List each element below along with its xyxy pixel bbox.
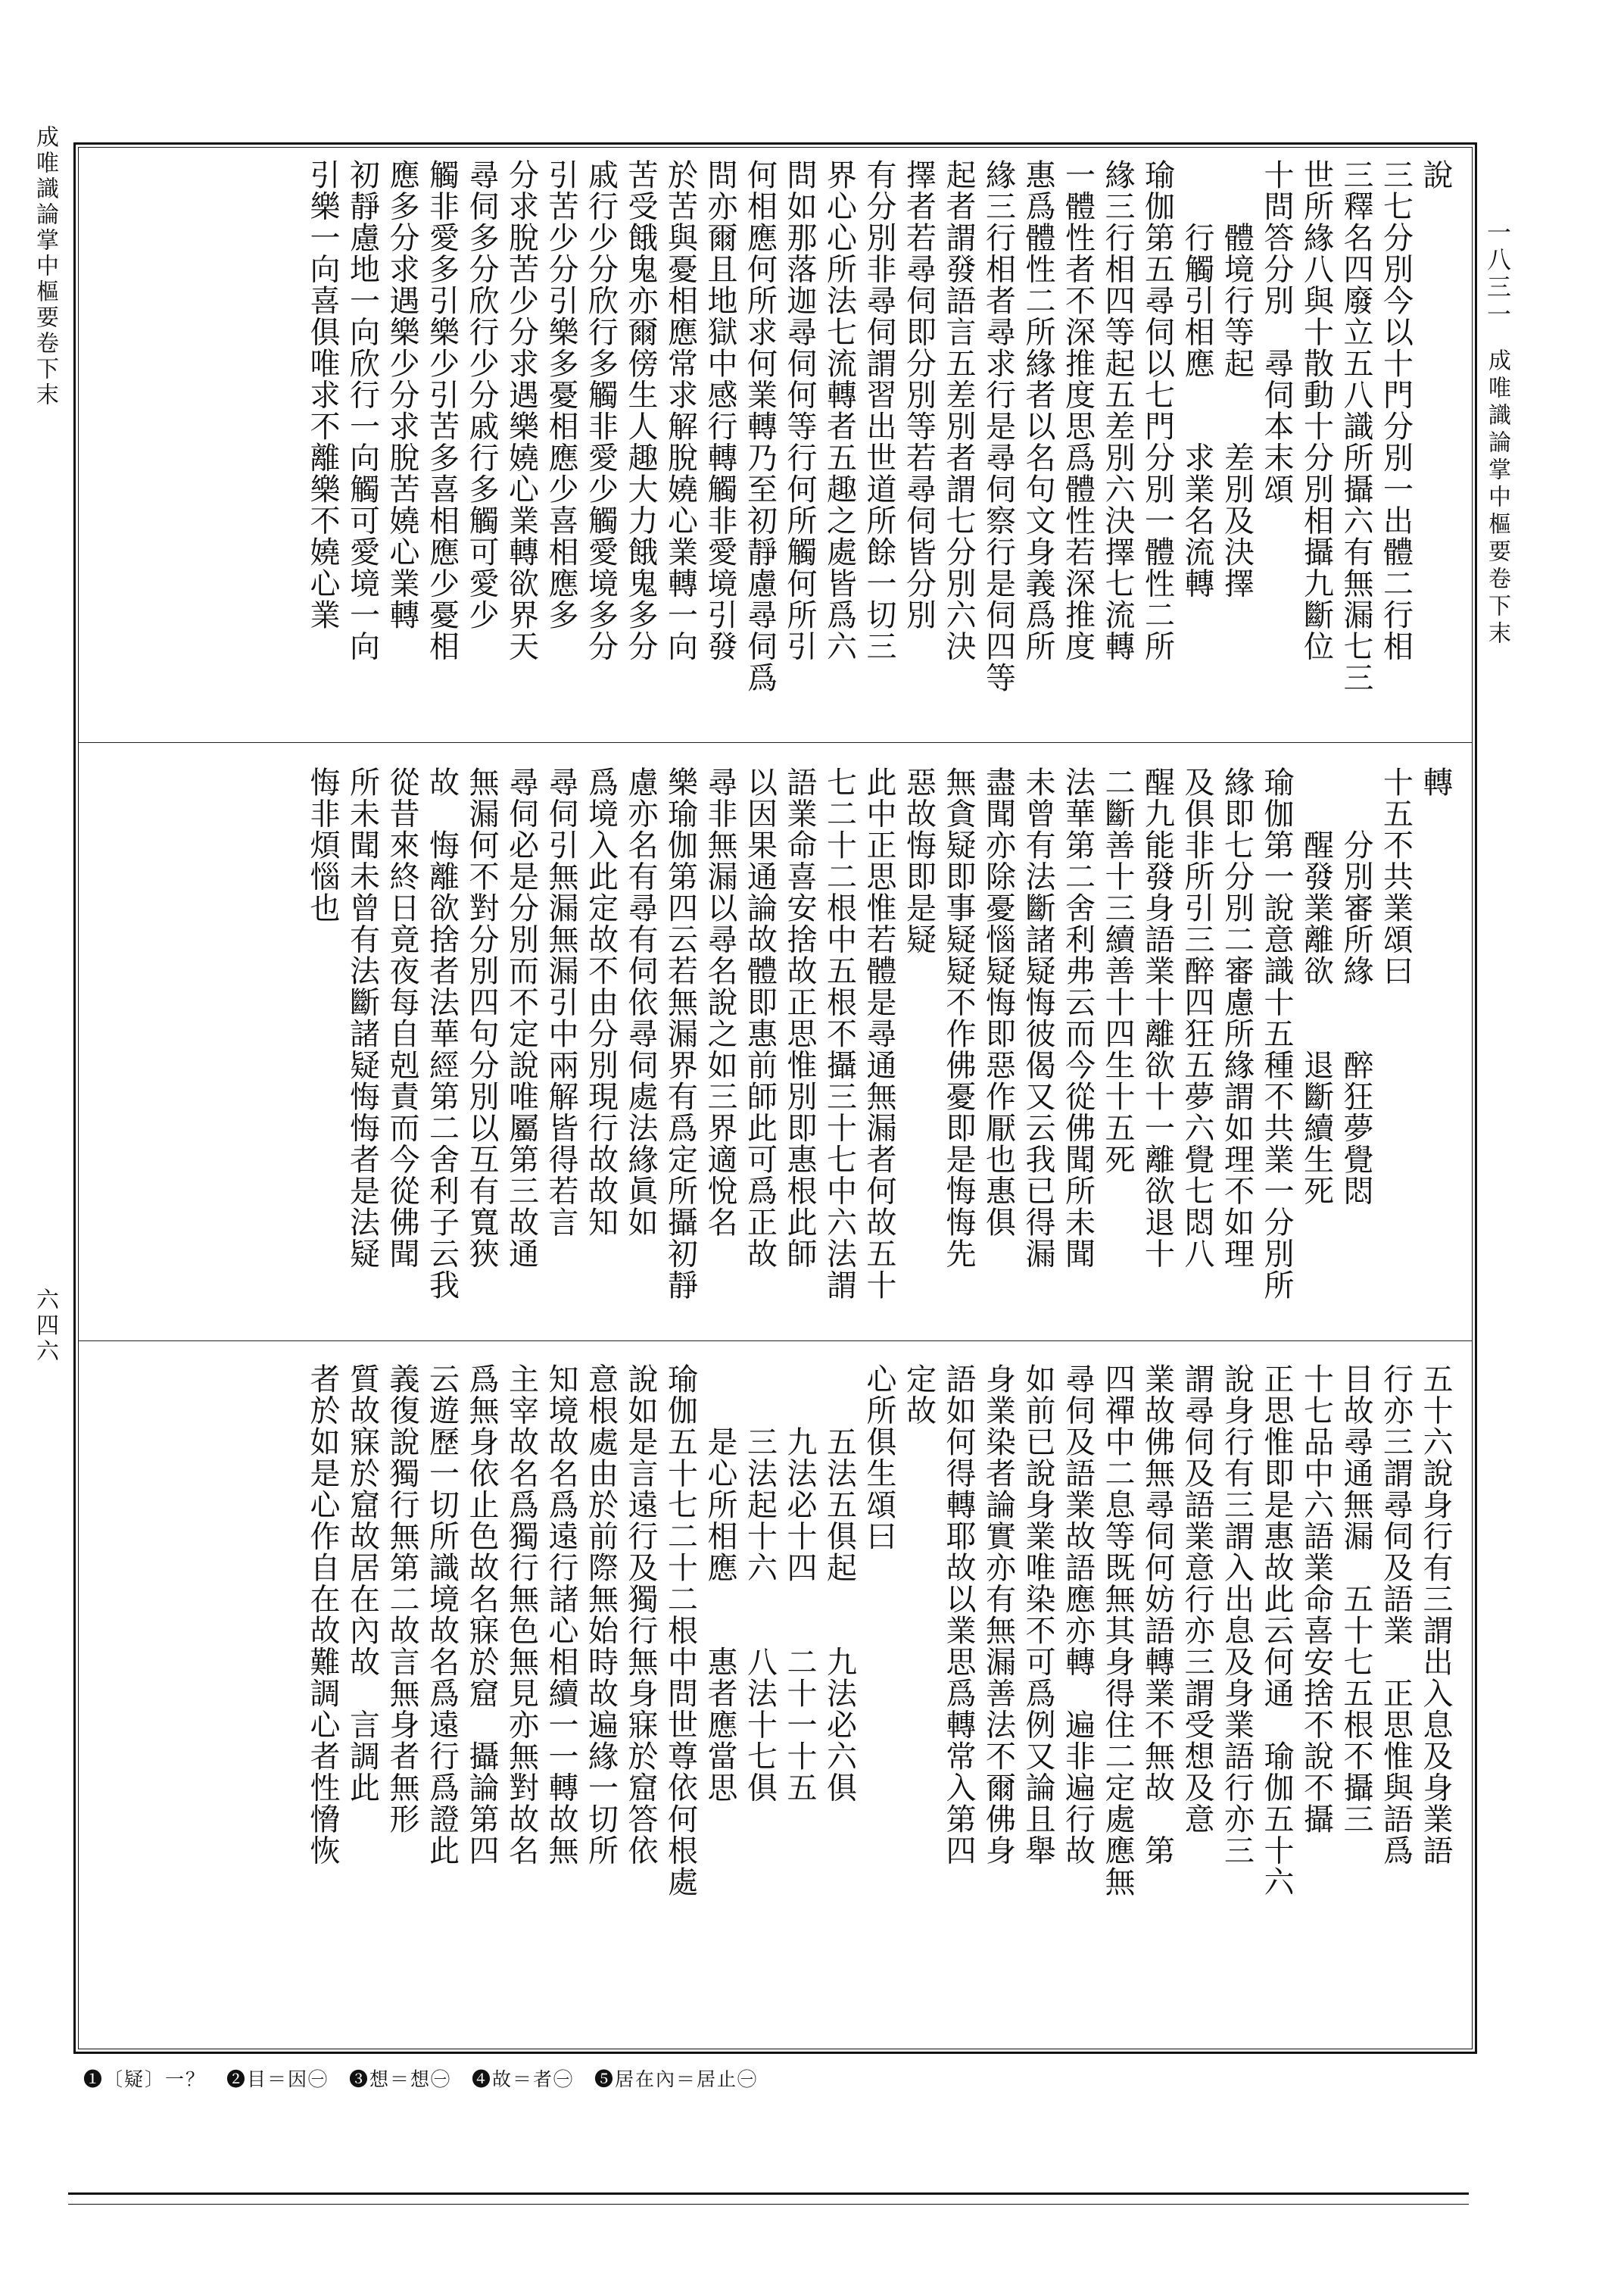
- text-column: 行亦三謂尋伺及語業 正思惟與語爲: [1378, 1363, 1414, 1866]
- footnotes: ❶〔疑〕一？ ❷目＝因㊀ ❸想＝想㊀ ❹故＝者㊀ ❺居在內＝居止㊀: [83, 2068, 759, 2090]
- text-column: 悔非煩惱也: [305, 766, 340, 924]
- text-column: 惡故悔即是疑: [901, 766, 937, 955]
- running-head: 成唯識論掌中樞要卷下末: [32, 125, 58, 408]
- text-column: 慮亦名有尋有伺依尋伺處法緣眞如: [623, 766, 658, 1238]
- text-column: 者於如是心作自在故難調心者性愶恢: [305, 1363, 340, 1866]
- text-column: 苦受餓鬼亦爾傍生人趣大力餓鬼多分: [623, 159, 658, 662]
- text-column: 爲境入此定故不由分別現行故故知: [583, 766, 619, 1238]
- text-column: 戚行少分欣行多觸非愛少觸愛境多分: [583, 159, 619, 662]
- text-column: 七二十二根中五根不攝三十七中六法謂: [821, 766, 857, 1301]
- text-column: 分求脫苦少分求遇樂嬈心業轉欲界天: [503, 159, 539, 662]
- text-band-lower: [92, 1363, 1455, 1999]
- text-column: 引苦少分引樂多憂相應少喜相應多: [544, 159, 578, 631]
- text-column: 三釋名四廢立五八識所攝六有無漏七三: [1339, 159, 1373, 694]
- text-column: 尋伺引無漏無漏引中兩解皆得若言: [544, 766, 578, 1238]
- text-column: 醒發業離欲 退斷續生死: [1298, 766, 1334, 1206]
- text-column: 是心所相應 惠者應當思: [703, 1363, 737, 1803]
- text-column: 十問答分別 尋伺本末頌: [1259, 159, 1294, 505]
- text-column: 尋伺必是分別而不定說唯屬第三故通: [503, 766, 539, 1269]
- text-column: 問如那落迦尋伺何等行何所觸何所引: [782, 159, 817, 662]
- text-column: 五法五俱起 九法必六俱: [821, 1363, 857, 1803]
- text-column: 質故寐於窟故居在內故 言調此: [344, 1363, 380, 1803]
- text-column: 說: [1418, 159, 1453, 191]
- volume-page-number: 一八三一: [1483, 220, 1512, 329]
- page-number: 六四六: [32, 1287, 58, 1365]
- text-column: 尋伺多分欣行少分戚行多觸可愛少: [464, 159, 499, 631]
- text-column: 所未聞未曾有法斷諸疑悔悔者是法疑: [344, 766, 380, 1269]
- text-column: 四禪中二息等既無其身得住二定處應無: [1100, 1363, 1135, 1898]
- text-column: 緣三行相者尋求行是尋伺察行是伺四等: [980, 159, 1016, 694]
- text-column: 定故: [901, 1363, 937, 1426]
- text-column: 語如何得轉耶故以業思爲轉常入第四: [941, 1363, 976, 1866]
- text-column: 九法必十四 二十一十五: [782, 1363, 817, 1803]
- text-column: 盡聞亦除憂惱疑悔即惡作厭也惠俱: [980, 766, 1016, 1238]
- text-column: 緣三行相四等起五差別六決擇七流轉: [1100, 159, 1135, 662]
- text-band-upper: [92, 159, 1455, 727]
- text-column: 引樂一向喜俱唯求不離樂不嬈心業: [305, 159, 340, 631]
- text-column: 三法起十六 八法十七俱: [742, 1363, 778, 1803]
- text-column: 及俱非所引三醉四狂五夢六覺七悶八: [1180, 766, 1214, 1269]
- text-column: 一體性者不深推度思爲體性若深推度: [1060, 159, 1096, 662]
- text-column: 瑜伽第一說意識十五種不共業一分別所: [1259, 766, 1294, 1301]
- book-title: 成唯識論掌中樞要卷下末: [1484, 348, 1510, 648]
- text-column: 說如是言遠行及獨行無身寐於窟答依: [623, 1363, 658, 1866]
- text-column: 觸非愛多引樂少引苦多喜相應少憂相: [424, 159, 460, 662]
- text-column: 於苦與憂相應常求解脫嬈心業轉一向: [662, 159, 698, 662]
- text-column: 故 悔離欲捨者法華經第二舍利子云我: [424, 766, 460, 1301]
- text-column: 十七品中六語業命喜安捨不說不攝: [1298, 1363, 1334, 1835]
- text-column: 尋伺及語業故語應亦轉 遍非遍行故: [1060, 1363, 1096, 1866]
- text-column: 有分別非尋伺謂習出世道所餘一切三: [862, 159, 896, 662]
- text-column: 三七分別今以十門分別一出體二行相: [1378, 159, 1414, 662]
- text-column: 法華第二舍利弗云而今從佛聞所未聞: [1060, 766, 1096, 1269]
- text-column: 二斷善十三續善十四生十五死: [1100, 766, 1135, 1175]
- text-column: 正思惟即是惠故此云何通 瑜伽五十六: [1259, 1363, 1294, 1898]
- text-column: 如前已說身業唯染不可爲例又論且舉: [1021, 1363, 1055, 1866]
- text-column: 瑜伽五十七二十二根中問世尊依何根處: [662, 1363, 698, 1898]
- text-column: 尋非無漏以尋名說之如三界適悅名: [703, 766, 737, 1238]
- text-column: 十五不共業頌曰: [1378, 766, 1414, 987]
- band-divider-1: [78, 742, 1473, 743]
- text-column: 語業命喜安捨故正思惟別即惠根此師: [782, 766, 817, 1269]
- text-column: 目故尋通無漏 五十七五根不攝三: [1339, 1363, 1373, 1835]
- bottom-rule: [68, 2192, 1469, 2195]
- text-column: 擇者若尋伺即分別等若尋伺皆分別: [901, 159, 937, 631]
- text-column: 緣即七分別二審慮所緣謂如理不如理: [1219, 766, 1255, 1269]
- text-column: 問亦爾且地獄中感行轉觸非愛境引發: [703, 159, 737, 662]
- text-column: 體境行等起 差別及決擇: [1219, 159, 1255, 599]
- text-column: 意根處由於前際無始時故遍緣一切所: [583, 1363, 619, 1866]
- text-column: 爲無身依止色故名寐於窟 攝論第四: [464, 1363, 499, 1866]
- band-divider-2: [78, 1340, 1473, 1341]
- text-column: 無漏何不對分別四句分別以互有寬狹: [464, 766, 499, 1269]
- text-column: 未曾有法斷諸疑悔彼偈又云我已得漏: [1021, 766, 1055, 1269]
- bottom-rule-thin: [68, 2204, 1469, 2205]
- text-column: 從昔來終日竟夜每自剋責而今從佛聞: [385, 766, 419, 1269]
- text-column: 樂瑜伽第四云若無漏界有爲定所攝初靜: [662, 766, 698, 1301]
- text-column: 世所緣八與十散動十分別相攝九斷位: [1298, 159, 1334, 662]
- text-column: 五十六說身行有三謂出入息及身業語: [1418, 1363, 1453, 1866]
- text-column: 醒九能發身語業十離欲十一離欲退十: [1139, 766, 1175, 1269]
- text-column: 謂尋伺及語業意行亦三謂受想及意: [1180, 1363, 1214, 1835]
- text-column: 知境故名爲遠行諸心相續一一轉故無: [544, 1363, 578, 1866]
- text-column: 心所俱生頌曰: [862, 1363, 896, 1552]
- text-column: 身業染者論實亦有無漏善法不爾佛身: [980, 1363, 1016, 1866]
- text-column: 義復說獨行無第二故言無身者無形: [385, 1363, 419, 1835]
- text-column: 說身行有三謂入出息及身業語行亦三: [1219, 1363, 1255, 1866]
- text-column: 起者謂發語言五差別者謂七分別六決: [941, 159, 976, 662]
- text-band-middle: [92, 766, 1455, 1327]
- text-column: 界心心所法七流轉者五趣之處皆爲六: [821, 159, 857, 662]
- text-column: 行觸引相應 求業名流轉: [1180, 159, 1214, 599]
- text-column: 無貪疑即事疑疑不作佛憂即是悔悔先: [941, 766, 976, 1269]
- text-column: 轉: [1418, 766, 1453, 798]
- text-column: 云遊歷一切所識境故名爲遠行爲證此: [424, 1363, 460, 1866]
- text-column: 業故佛無尋伺何妨語轉業不無故 第: [1139, 1363, 1175, 1866]
- text-column: 初靜慮地一向欣行一向觸可愛境一向: [344, 159, 380, 662]
- text-column: 此中正思惟若體是尋通無漏者何故五十: [862, 766, 896, 1301]
- text-column: 分別審所緣 醉狂夢覺悶: [1339, 766, 1373, 1206]
- text-column: 以因果通論故體即惠前師此可爲正故: [742, 766, 778, 1269]
- text-column: 主宰故名爲獨行無色無見亦無對故名: [503, 1363, 539, 1866]
- text-column: 何相應何所求何業轉乃至初靜慮尋伺爲: [742, 159, 778, 694]
- text-column: 瑜伽第五尋伺以七門分別一體性二所: [1139, 159, 1175, 662]
- text-column: 應多分求遇樂少分求脫苦嬈心業轉: [385, 159, 419, 631]
- text-column: 惠爲體性二所緣者以名句文身義爲所: [1021, 159, 1055, 662]
